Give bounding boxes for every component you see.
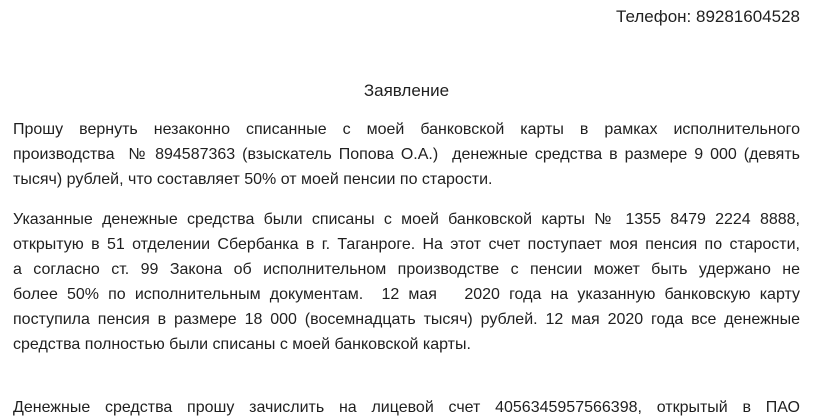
- paragraph: [13, 117, 800, 192]
- phone-text: Телефон: 89281604528: [616, 7, 800, 26]
- paragraph-line: производства № 894587363 (взыскатель Попова О.А.) денежные средства в размере 9 000 (девять: [13, 146, 800, 163]
- paragraph-line: Денежные средства прошу зачислить на лицевой счет 4056345957566398, открытый в ПАО: [13, 399, 800, 416]
- paragraph-line: тысяч) рублей, что составляет 50% от моей пенсии по старости.: [13, 171, 493, 188]
- paragraph-line: Прошу вернуть незаконно списанные с моей банковской карты в рамках исполнительного: [13, 121, 800, 138]
- paragraph: [13, 395, 800, 420]
- paragraph-line: Указанные денежные средства были списаны с моей банковской карты № 1355 8479 2224 8888,: [13, 211, 800, 228]
- paragraph-line: открытую в 51 отделении Сбербанка в г. Таганроге. На этот счет поступает моя пенсия по старости,: [13, 236, 800, 253]
- paragraph-line: поступила пенсия в размере 18 000 (восемнадцать тысяч) рублей. 12 мая 2020 года все денежные: [13, 311, 800, 328]
- paragraph: [13, 207, 800, 357]
- document-body: [13, 117, 800, 420]
- document-title: Заявление: [363, 81, 450, 100]
- paragraph-line: более 50% по исполнительным документам. 12 мая 2020 года на указанную банковскую карту: [13, 286, 800, 303]
- paragraph-line: а согласно ст. 99 Закона об исполнительном производстве с пенсии может быть удержано не: [13, 261, 800, 278]
- paragraph-line: средства полностью были списаны с моей банковской карты.: [13, 336, 471, 353]
